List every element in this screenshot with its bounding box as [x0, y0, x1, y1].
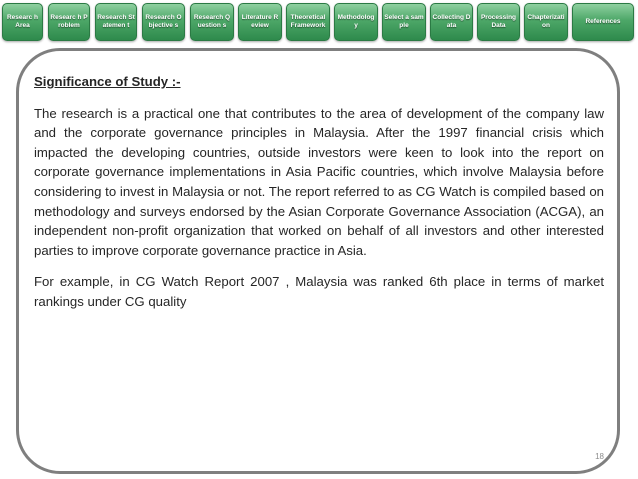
- nav-button-research-statement[interactable]: [95, 3, 137, 41]
- nav-button-processing-data[interactable]: [477, 3, 520, 41]
- nav-button-label: Theoretical Framework: [290, 14, 326, 29]
- nav-button-collecting-data[interactable]: [430, 3, 473, 41]
- nav-button-chapterization[interactable]: [524, 3, 568, 41]
- nav-button-label: Collecting Data: [432, 14, 471, 29]
- body-paragraph: The research is a practical one that contributes to the area of development of the company law and the corporate governance principles in Malaysia. After the 1997 financial crisis which impacted the developing countries, outside investors were keen to look into the report on corporate governance implementations in Asia Pacific countries, which involve Malaysia before considering to invest in Malaysia or not. The report referred to as CG Watch is compiled based on methodology and surveys endorsed by the Asian Corporate Governance Association (ACGA), an independent non-profit organization that worked on behalf of all investors and other interested parties to improve corporate governance practice in Asia.: [34, 105, 604, 258]
- nav-bar: [0, 0, 638, 46]
- nav-button-label: Researc h Area: [6, 14, 39, 29]
- nav-button-literature-review[interactable]: [238, 3, 282, 41]
- nav-button-label: Research Objective s: [145, 14, 182, 29]
- example-paragraph: For example, in CG Watch Report 2007 , Malaysia was ranked 6th place in terms of market rankings under CG quality: [34, 274, 604, 309]
- nav-button-select-a-sample[interactable]: [382, 3, 426, 41]
- slide-content: [34, 66, 604, 324]
- nav-button-label: Literature Review: [241, 14, 279, 29]
- nav-button-references[interactable]: [572, 3, 634, 41]
- nav-button-label: References: [585, 18, 621, 25]
- nav-button-label: Research Statemen t: [97, 14, 135, 29]
- nav-button-label: Methodology: [337, 14, 375, 29]
- nav-button-label: Research Question s: [193, 14, 231, 29]
- nav-button-theoretical-framework[interactable]: [286, 3, 330, 41]
- section-heading: Significance of Study :-: [34, 74, 181, 89]
- nav-button-research-questions[interactable]: [190, 3, 234, 41]
- nav-button-label: Chapterization: [527, 14, 565, 29]
- nav-button-label: Processing Data: [480, 14, 517, 29]
- nav-button-research-objectives[interactable]: [142, 3, 185, 41]
- page-number: 18: [595, 452, 604, 461]
- nav-button-label: Select a sample: [384, 14, 424, 29]
- nav-button-label: Researc h Problem: [50, 14, 88, 29]
- nav-button-research-area[interactable]: [2, 3, 43, 41]
- nav-button-methodology[interactable]: [334, 3, 378, 41]
- nav-button-research-problem[interactable]: [48, 3, 90, 41]
